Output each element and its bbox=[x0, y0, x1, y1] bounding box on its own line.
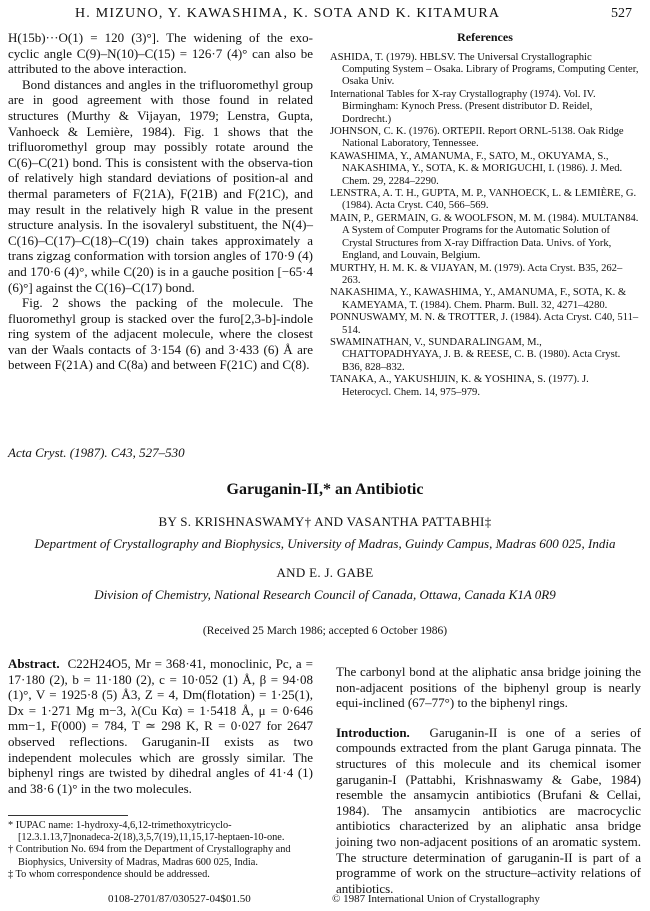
footnote: * IUPAC name: 1-hydroxy-4,6,12-trimethoxytricyclo-[12.3.1.13,7]nonadeca-2(18),3,5,7(19),11,15,17-heptaen-10-one. bbox=[8, 820, 285, 844]
reference-item: MAIN, P., GERMAIN, G. & WOOLFSON, M. M. (1984). MULTAN84. A System of Computer Programs for the Automatic Solution of Crystal Structures from X-ray Diffraction Data. Univs. of York, England, and Louvain, Belgium. bbox=[330, 212, 639, 262]
reference-item: SWAMINATHAN, V., SUNDARALINGAM, M., CHATTOPADHYAYA, J. B. & REESE, C. B. (1980). Acta Cryst. B36, 828–832. bbox=[330, 336, 621, 373]
references-section bbox=[330, 30, 640, 399]
paragraph: Bond distances and angles in the trifluoromethyl group are in good agreement with those found in related structures (Murthy & Vijayan, 1979; Lenstra, Gupta, Vanhoeck & Lemière, 1984). Fig. 1 shows that the trifluoromethyl group may possibly rotate around the C(6)–C(21) bond. This is consistent with the observa-tion of relatively high standard deviations of position-al and thermal parameters of F(21A), F(21B) and F(21C), and may result in the relatively high R value in the present structure analysis. In the isovaleryl substituent, the N(4)–C(16)–C(17)–C(18)–C(19) chain takes approximately a trans zigzag conformation with torsion angles of 170·9 (4) and 170·6 (4)°, while C(20) is in a gauche position [−65·4 (6)°] against the C(16)–C(17) bond. bbox=[8, 76, 313, 295]
paragraph: Fig. 2 shows the packing of the molecule. The fluoromethyl group is stacked over the furo[2,3-b]-indole ring system of the adjacent molecule, where the closest van der Waals contacts of 3·154 (6) and 3·433 (6) Å are between F(21A) and C(8a) and between F(21C) and C(8). bbox=[8, 295, 313, 373]
received-dates: (Received 25 March 1986; accepted 6 October 1986) bbox=[202, 625, 448, 637]
reference-item: LENSTRA, A. T. H., GUPTA, M. P., VANHOECK, L. & LEMIÈRE, G. (1984). Acta Cryst. C40, 566–569. bbox=[330, 188, 637, 212]
reference-item: PONNUSWAMY, M. N. & TROTTER, J. (1984). Acta Cryst. C40, 511–514. bbox=[330, 312, 639, 336]
abstract-text: C22H24O5, Mr = 368·41, monoclinic, Pc, a = 17·180 (2), b = 11·180 (2), c = 10·052 (1) Å, β = 94·08 (1)°, V = 1925·8 (5) Å3, Z = 4, Dm(flotation) = 1·25(1), Dx = 1·271 Mg m−3, λ(Cu Kα) = 1·5418 Å, μ = 0·646 mm−1, F(000) = 784, T ≃ 298 K, R = 0·027 for 2647 observed reflections. Garuganin-II exists as two independent molecules which are grossly similar. The biphenyl rings are twisted by dihedral angles of 41·4 (1) and 38·6 (1)° in the two molecules. bbox=[8, 656, 313, 796]
page-number: 527 bbox=[611, 6, 632, 21]
article-title: Garuganin-II,* an Antibiotic bbox=[226, 481, 424, 498]
journal-citation: Acta Cryst. (1987). C43, 527–530 bbox=[8, 445, 185, 460]
authors-primary: BY S. KRISHNASWAMY† AND VASANTHA PATTABHI‡ bbox=[158, 514, 492, 529]
reference-item: JOHNSON, C. K. (1976). ORTEPII. Report ORNL-5138. Oak Ridge National Laboratory, Tennessee. bbox=[330, 126, 624, 150]
abstract-section bbox=[8, 656, 313, 796]
reference-item: ASHIDA, T. (1979). HBLSV. The Universal Crystallographic Computing System – Osaka. Library of Programs, Computing Center, Osaka Univ. bbox=[330, 51, 639, 88]
running-title: H. MIZUNO, Y. KAWASHIMA, K. SOTA AND K. KITAMURA bbox=[75, 6, 501, 21]
affiliation-madras: Department of Crystallography and Biophysics, University of Madras, Guindy Campus, Madras 600 025, India bbox=[34, 536, 616, 551]
footnote-divider bbox=[8, 815, 128, 816]
reference-item: KAWASHIMA, Y., AMANUMA, F., SATO, M., OKUYAMA, S., NAKASHIMA, Y., SOTA, K. & MORIGUCHI, I. (1986). J. Med. Chem. 29, 2284–2290. bbox=[330, 150, 623, 187]
abstract-continuation: The carbonyl bond at the aliphatic ansa bridge joining the non-adjacent positions of the biphenyl group is nearly equi-inclined (67–77°) to the biphenyl rings. bbox=[336, 664, 641, 711]
intro-column bbox=[336, 664, 641, 896]
reference-item: International Tables for X-ray Crystallography (1974). Vol. IV. Birmingham: Kynoch Press. (Present distributor D. Reidel, Dordrecht.) bbox=[330, 88, 596, 125]
introduction-text: Garuganin-II is one of a series of compounds extracted from the plant Garuga pinnata. The structures of this molecule and its chemical isomer garuganin-I (Pattabhi, Krishnaswamy & Gabe, 1984) resemble the ansamycin antibiotics (Brufani & Cellai, 1984). The ansamycin antibiotics are macrocyclic antibiotics characterized by an aliphatic ansa bridge joining two non-adjacent positions of an aromatic system. The structure determination of garuganin-II is part of a programme of work on the structure–activity relations of antibiotics. bbox=[336, 724, 642, 896]
reference-item: TANAKA, A., YAKUSHIJIN, K. & YOSHINA, S. (1977). J. Heterocycl. Chem. 14, 975–979. bbox=[330, 374, 589, 398]
footnote: ‡ To whom correspondence should be addressed. bbox=[8, 868, 210, 880]
reference-item: NAKASHIMA, Y., KAWASHIMA, Y., AMANUMA, F., SOTA, K. & KAMEYAMA, T. (1984). Chem. Pharm. Bull. 32, 4271–4280. bbox=[330, 287, 627, 311]
authors-secondary: AND E. J. GABE bbox=[276, 565, 374, 580]
article-code: 0108-2701/87/030527-04$01.50 bbox=[108, 893, 251, 905]
abstract-label: Abstract. bbox=[8, 656, 60, 671]
copyright: © 1987 International Union of Crystallography bbox=[332, 893, 540, 905]
previous-article-text bbox=[8, 30, 313, 373]
reference-item: MURTHY, H. M. K. & VIJAYAN, M. (1979). Acta Cryst. B35, 262–263. bbox=[330, 262, 623, 286]
footnote: † Contribution No. 694 from the Department of Crystallography and Biophysics, University of Madras, Madras 600 025, India. bbox=[8, 844, 291, 868]
paragraph: H(15b)···O(1) = 120 (3)°]. The widening of the exo-cyclic angle C(9)–N(10)–C(15) = 126·7 (4)° can also be attributed to the above interaction. bbox=[8, 30, 313, 77]
running-header bbox=[0, 6, 650, 32]
affiliation-nrc: Division of Chemistry, National Research Council of Canada, Ottawa, Canada K1A 0R9 bbox=[94, 587, 556, 602]
references-heading: References bbox=[457, 30, 513, 44]
footnotes bbox=[8, 820, 313, 881]
introduction-label: Introduction. bbox=[336, 724, 410, 740]
